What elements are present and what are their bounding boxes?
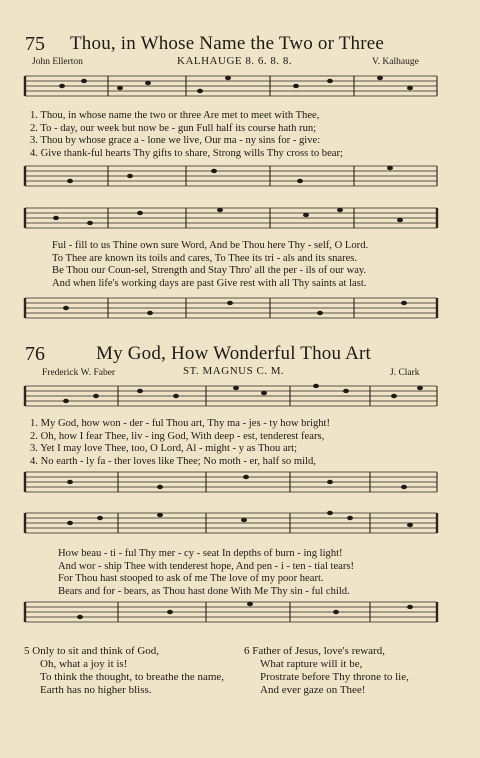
stanza-6 — [244, 645, 409, 697]
hymn-75-staff-treble-2 — [0, 200, 480, 240]
verse-line: 1. My God, how won - der - ful Thou art, Thy ma - jes - ty how bright! — [30, 418, 331, 429]
verse-line: Be Thou our Coun-sel, Strength and Stay Thro' all the per - ils of our way. — [52, 265, 367, 276]
hymn-75-staff-bass-2 — [0, 292, 480, 330]
hymn-75-number: 75 — [25, 33, 45, 55]
stanza-line: 5 Only to sit and think of God, — [24, 645, 160, 657]
stanza-line: 6 Father of Jesus, love's reward, — [244, 645, 385, 657]
verse-line: 1. Thou, in whose name the two or three Are met to meet with Thee, — [30, 110, 320, 121]
hymn-76-tune: ST. MAGNUS C. M. — [183, 365, 285, 377]
hymn-76-staff-bass-2 — [0, 596, 480, 634]
hymn-75-lyrics-system-2 — [52, 240, 368, 290]
hymn-75-staff-treble-1 — [0, 68, 480, 108]
verse-line: To Thee are known its toils and cares, To Thee its tri - als and its snares. — [52, 252, 358, 264]
hymn-76-lyrics-system-1 — [30, 418, 330, 468]
verse-line: 3. Yet I may love Thee, too, O Lord, Al - might - y as Thou art; — [30, 443, 298, 454]
verse-line: 3. Thou by whose grace a - lone we live, Our ma - ny sins for - give: — [30, 135, 321, 146]
verse-line: 2. Oh, how I fear Thee, liv - ing God, With deep - est, tenderest fears, — [30, 430, 325, 442]
verse-line: For Thou hast stooped to ask of me The love of my poor heart. — [58, 573, 324, 584]
stanza-line: To think the thought, to breathe the name, — [40, 671, 225, 683]
hymn-76-staff-bass-1 — [0, 466, 480, 504]
hymn-75-lyrics-system-1 — [30, 110, 343, 160]
hymn-76-number: 76 — [25, 343, 45, 365]
verse-line: 2. To - day, our week but now be - gun Full half its course hath run; — [30, 122, 317, 134]
hymn-76-title: My God, How Wonderful Thou Art — [96, 343, 372, 364]
hymn-75-composer: V. Kalhauge — [372, 57, 419, 67]
verse-line: And wor - ship Thee with tenderest hope, And pen - i - ten - tial tears! — [58, 560, 355, 572]
hymn-75-title: Thou, in Whose Name the Two or Three — [70, 33, 385, 54]
verse-line: Ful - fill to us Thine own sure Word, And be Thou here Thy - self, O Lord. — [52, 240, 369, 251]
verse-line: And when life's working days are past Give rest with all Thy saints at last. — [52, 277, 367, 289]
stanza-line: Earth has no higher bliss. — [40, 684, 152, 696]
verse-line: How beau - ti - ful Thy mer - cy - seat In depths of burn - ing light! — [58, 548, 343, 559]
hymn-76-composer: J. Clark — [390, 368, 420, 378]
hymn-76-staff-treble-2 — [0, 505, 480, 545]
stanza-5 — [24, 645, 224, 697]
verse-line: 4. No earth - ly fa - ther loves like Thee; No moth - er, half so mild, — [30, 455, 316, 467]
hymn-76-lyrics-system-2 — [58, 548, 354, 598]
verse-line: Bears and for - bears, as Thou hast done With Me Thy sin - ful child. — [58, 585, 350, 597]
stanza-line: Prostrate before Thy throne to lie, — [260, 671, 409, 683]
hymn-75-tune: KALHAUGE 8. 6. 8. 8. — [177, 55, 293, 67]
stanza-line: And ever gaze on Thee! — [260, 684, 366, 696]
hymn-75-staff-bass-1 — [0, 160, 480, 198]
hymn-75-author: John Ellerton — [32, 57, 83, 67]
hymn-76-staff-treble-1 — [0, 378, 480, 418]
verse-line: 4. Give thank-ful hearts Thy gifts to share, Strong wills Thy cross to bear; — [30, 147, 343, 159]
stanza-line: Oh, what a joy it is! — [40, 658, 128, 670]
hymn-76-author: Frederick W. Faber — [42, 368, 116, 378]
stanza-line: What rapture will it be, — [260, 658, 363, 670]
